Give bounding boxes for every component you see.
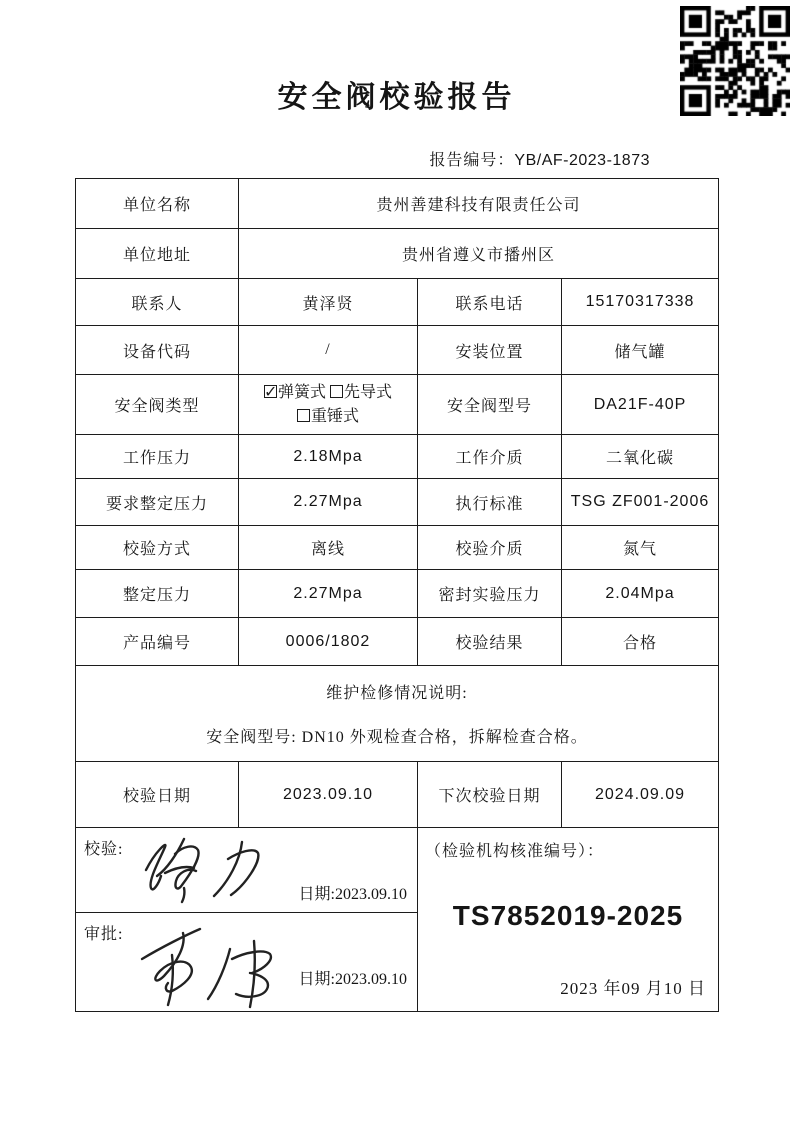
checkbox-weight-type	[297, 409, 310, 422]
field-label: 安全阀类型	[76, 375, 239, 435]
field-label: 工作压力	[76, 435, 239, 479]
field-label: 校验介质	[418, 526, 562, 570]
table-row	[76, 526, 719, 570]
verifier-signature-cell	[76, 828, 418, 913]
report-number-value: YB/AF-2023-1873	[514, 152, 650, 169]
page-title: 安全阀校验报告	[277, 81, 516, 114]
checkbox-label: 先导式	[344, 383, 393, 401]
maintenance-note-text: 安全阀型号: DN10 外观检查合格，拆解检查合格。	[206, 729, 588, 746]
field-value: DA21F-40P	[562, 375, 719, 435]
field-value: 储气罐	[562, 326, 719, 375]
field-value: TSG ZF001-2006	[562, 479, 719, 526]
table-row	[76, 828, 719, 913]
field-label: 联系电话	[418, 279, 562, 326]
field-label: 密封实验压力	[418, 570, 562, 618]
org-date: 2023 年09 月10 日	[560, 979, 707, 998]
field-label: 工作介质	[418, 435, 562, 479]
table-row	[76, 479, 719, 526]
checkbox-spring-type	[264, 385, 277, 398]
approver-signature-cell	[76, 913, 418, 1012]
table-row	[76, 326, 719, 375]
field-value: 贵州善建科技有限责任公司	[239, 179, 719, 229]
field-label: 整定压力	[76, 570, 239, 618]
field-label: 安装位置	[418, 326, 562, 375]
org-approval-number: TS7852019-2025	[452, 900, 684, 931]
field-value: 离线	[239, 526, 418, 570]
table-row	[76, 618, 719, 666]
field-value: 2.27Mpa	[239, 570, 418, 618]
field-label: 安全阀型号	[418, 375, 562, 435]
checkbox-pilot-type	[330, 385, 343, 398]
verifier-label: 校验:	[84, 841, 124, 858]
field-value: 贵州省遵义市播州区	[239, 229, 719, 279]
field-value: 2.04Mpa	[562, 570, 719, 618]
table-row	[76, 179, 719, 229]
org-approval-number-label: （检验机构核准编号）：	[425, 843, 605, 860]
table-row	[76, 666, 719, 762]
table-row	[76, 375, 719, 435]
field-value: 2024.09.09	[562, 762, 719, 828]
field-label: 要求整定压力	[76, 479, 239, 526]
table-row	[76, 570, 719, 618]
field-value: 合格	[562, 618, 719, 666]
table-row	[76, 435, 719, 479]
field-label: 校验方式	[76, 526, 239, 570]
maintenance-note-title: 维护检修情况说明:	[326, 685, 468, 702]
field-value: 氮气	[562, 526, 719, 570]
field-value: 二氧化碳	[562, 435, 719, 479]
checkbox-label: 重锤式	[310, 407, 359, 425]
field-label: 单位地址	[76, 229, 239, 279]
field-label: 执行标准	[418, 479, 562, 526]
report-table	[75, 178, 719, 1012]
inspection-org-cell	[418, 828, 719, 1012]
field-label: 校验日期	[76, 762, 239, 828]
field-value: 黄泽贤	[239, 279, 418, 326]
field-value: /	[239, 326, 418, 375]
valve-type-options	[239, 375, 418, 435]
field-value: 2.27Mpa	[239, 479, 418, 526]
approver-label: 审批:	[84, 926, 124, 943]
table-row	[76, 762, 719, 828]
field-value: 2023.09.10	[239, 762, 418, 828]
approver-signature	[128, 925, 308, 1011]
field-value: 0006/1802	[239, 618, 418, 666]
report-number-line	[0, 147, 650, 170]
verifier-signature	[124, 832, 289, 908]
field-label: 单位名称	[76, 179, 239, 229]
maintenance-note-cell	[76, 666, 719, 762]
field-label: 产品编号	[76, 618, 239, 666]
field-label: 校验结果	[418, 618, 562, 666]
approver-date: 日期:2023.09.10	[298, 971, 407, 988]
table-row	[76, 229, 719, 279]
field-value: 15170317338	[562, 279, 719, 326]
verifier-date: 日期:2023.09.10	[298, 886, 407, 903]
field-label: 设备代码	[76, 326, 239, 375]
field-value: 2.18Mpa	[239, 435, 418, 479]
table-row	[76, 279, 719, 326]
field-label: 下次校验日期	[418, 762, 562, 828]
checkbox-label: 弹簧式	[277, 383, 326, 401]
field-label: 联系人	[76, 279, 239, 326]
report-number-label: 报告编号：	[429, 152, 515, 169]
